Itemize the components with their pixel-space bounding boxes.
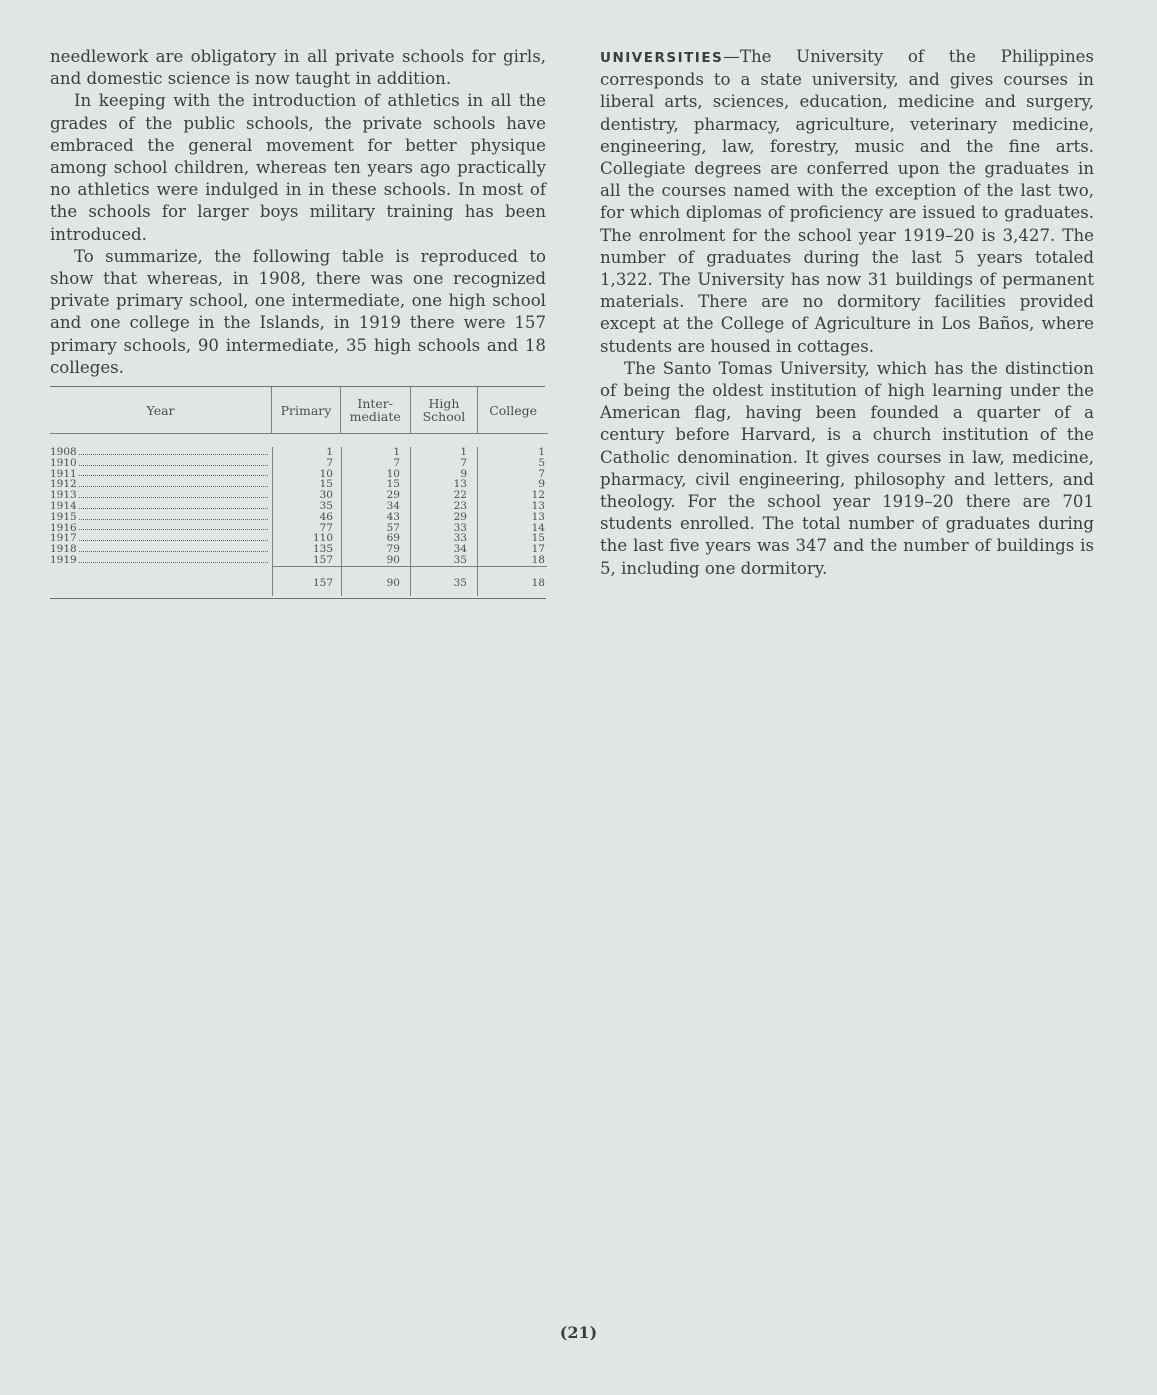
total-high-school: 35 (410, 566, 477, 596)
table-cell-primary: 15 (319, 478, 333, 491)
year-label: 1908 (50, 447, 77, 458)
page-number: (21) (559, 1323, 598, 1342)
paragraph-santo-tomas: The Santo Tomas University, which has the distinction of being the oldest institution of high learning under the American flag, having been founded a quarter of a century before Harvard, is a church institution of the Catholic denomination. It gives courses in law, medicine, pharmacy, civil engineering, philosophy and letters, and theology. For the school year 1919–20 there are 701 students enrolled. The total number of graduates during the last five years was 347 and the number of buildings is 5, including one dormitory. (600, 358, 1094, 578)
table-row-year (50, 544, 272, 555)
table-row-year (50, 447, 272, 458)
header-year: Year (146, 402, 175, 418)
right-column (600, 46, 1094, 580)
table-cell-primary: 10 (319, 467, 333, 480)
year-column (50, 447, 272, 566)
leader-dots (79, 555, 268, 563)
table-cell-intermediate: 1 (393, 446, 400, 458)
table-cell-intermediate: 57 (386, 521, 400, 534)
leader-dots (79, 490, 268, 498)
leader-dots (79, 533, 268, 541)
table-cell-college: 7 (538, 467, 545, 480)
table-cell-high-school: 35 (453, 553, 467, 566)
table-cell-high-school: 13 (453, 478, 467, 491)
paragraph-athletics: In keeping with the introduction of athletics in all the grades of the public schools, the private schools have embraced the general movement for better physique among school children, whereas ten years ago practically no athletics were indulged in in these schools. In most of the schools for larger boys military training has been introduced. (50, 91, 546, 244)
table-cell-high-school: 7 (460, 456, 467, 469)
table-row-year (50, 479, 272, 490)
table-cell-high-school: 33 (453, 532, 467, 545)
leader-dots (79, 544, 268, 552)
table-cell-college: 9 (538, 478, 545, 491)
header-high-school: High School (410, 387, 478, 433)
table-cell-intermediate: 15 (386, 478, 400, 491)
universities-heading: UNIVERSITIES (600, 50, 724, 66)
table-cell-primary: 77 (319, 521, 333, 534)
intermediate-column (341, 447, 410, 566)
table-cell-primary: 30 (319, 489, 333, 502)
table-cell-intermediate: 69 (386, 532, 400, 545)
table-cell-primary: 157 (312, 553, 333, 566)
table-cell-college: 12 (531, 489, 545, 502)
header-intermediate: Inter- mediate (340, 387, 410, 433)
total-college: 18 (477, 566, 547, 596)
table-cell-high-school: 34 (453, 543, 467, 556)
table-cell-intermediate: 29 (386, 489, 400, 502)
schools-table (50, 386, 548, 599)
year-label: 1914 (50, 500, 77, 512)
table-cell-primary: 46 (319, 510, 333, 523)
year-label: 1919 (50, 554, 77, 566)
table-body (50, 434, 548, 566)
paragraph-needlework: needlework are obligatory in all private schools for girls, and domestic science is now taught in addition. (50, 47, 546, 89)
year-label: 1912 (50, 479, 77, 491)
college-column (477, 447, 547, 566)
table-cell-primary: 110 (312, 532, 333, 545)
table-row-year (50, 458, 272, 469)
table-cell-college: 13 (531, 510, 545, 523)
year-label: 1918 (50, 544, 77, 555)
table-cell-college: 5 (538, 456, 545, 469)
total-primary: 157 (272, 566, 341, 596)
table-cell-high-school: 1 (460, 446, 467, 458)
table-cell-intermediate: 10 (386, 467, 400, 480)
leader-dots (79, 447, 268, 455)
year-label: 1916 (50, 522, 77, 534)
left-column (50, 46, 546, 379)
total-intermediate: 90 (341, 566, 410, 596)
leader-dots (79, 523, 268, 531)
table-cell-college: 15 (531, 532, 545, 545)
leader-dots (79, 479, 268, 487)
leader-dots (79, 458, 268, 466)
table-bottom-rule (50, 598, 546, 599)
year-label: 1910 (50, 457, 77, 469)
table-cell-college: 13 (531, 499, 545, 512)
table-cell-intermediate: 7 (393, 456, 400, 469)
table-cell-high-school: 23 (453, 499, 467, 512)
table-cell-college: 17 (531, 543, 545, 556)
table-row-year (50, 501, 272, 512)
table-cell-high-school: 22 (453, 489, 467, 502)
table-cell-intermediate: 43 (386, 510, 400, 523)
table-cell-intermediate: 79 (386, 543, 400, 556)
table-row-year (50, 523, 272, 534)
table-row-year (50, 469, 272, 480)
year-label: 1917 (50, 533, 77, 545)
year-label: 1913 (50, 490, 77, 501)
table-cell-primary: 1 (326, 446, 333, 458)
year-label: 1911 (50, 468, 77, 480)
paragraph-universities (600, 46, 1094, 358)
header-college: College (477, 387, 548, 433)
totals-year-spacer (50, 566, 272, 596)
paragraph-summary: To summarize, the following table is reproduced to show that whereas, in 1908, there was one recognized private primary school, one intermediate, one high school and one college in the Islands, in 1919 there were 157 primary schools, 90 intermediate, 35 high schools and 18 colleges. (50, 246, 546, 377)
table-cell-college: 18 (531, 553, 545, 566)
table-header (50, 387, 548, 434)
table-cell-primary: 35 (319, 499, 333, 512)
table-cell-primary: 7 (326, 456, 333, 469)
table-cell-college: 14 (531, 521, 545, 534)
table-row-year (50, 490, 272, 501)
table-row-year (50, 512, 272, 523)
table-row-year (50, 533, 272, 544)
table-cell-college: 1 (538, 446, 545, 458)
table-row-year (50, 555, 272, 566)
high-school-column (410, 447, 477, 566)
universities-text: —The University of the Philippines corresponds to a state university, and gives courses in liberal arts, sciences, education, medicine and surgery, dentistry, pharmacy, agriculture, veterinary medicine, engineering, law, forestry, music and the fine arts. Collegiate degrees are conferred upon the graduates in all the courses named with the exception of the last two, for which diplomas of proficiency are issued to graduates. The enrolment for the school year 1919–20 is 3,427. The number of graduates during the last 5 years totaled 1,322. The University has now 31 buildings of permanent materials. There are no dormitory facilities provided except at the College of Agriculture in Los Baños, where students are housed in cottages. (600, 47, 1094, 356)
table-cell-high-school: 29 (453, 510, 467, 523)
table-cell-high-school: 9 (460, 467, 467, 480)
table-cell-intermediate: 90 (386, 553, 400, 566)
primary-column (272, 447, 341, 566)
header-primary: Primary (271, 387, 340, 433)
leader-dots (79, 469, 268, 477)
table-totals (50, 566, 548, 596)
table-cell-primary: 135 (312, 543, 333, 556)
leader-dots (79, 512, 268, 520)
table-cell-high-school: 33 (453, 521, 467, 534)
table-cell-intermediate: 34 (386, 499, 400, 512)
leader-dots (79, 501, 268, 509)
year-label: 1915 (50, 511, 77, 523)
